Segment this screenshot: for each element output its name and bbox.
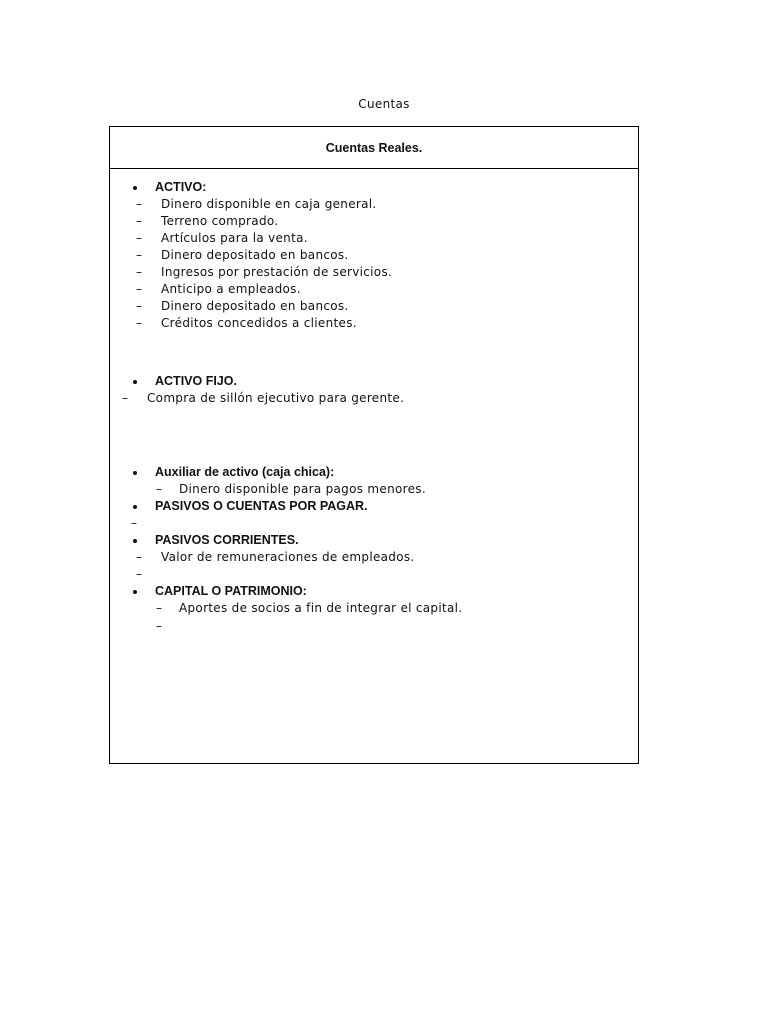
list-item: Compra de sillón ejecutivo para gerente. [147,391,405,405]
list-item: Dinero depositado en bancos. [161,299,349,313]
dash-marker: – [136,197,142,211]
bullet-icon [133,380,137,384]
list-item: Dinero disponible en caja general. [161,197,377,211]
bullet-icon [133,590,137,594]
dash-marker: – [156,601,162,615]
list-item: Créditos concedidos a clientes. [161,316,357,330]
section-heading: ACTIVO FIJO. [155,374,237,388]
section-heading: ACTIVO: [155,180,207,194]
dash-marker: – [156,619,162,633]
section-heading: CAPITAL O PATRIMONIO: [155,584,307,598]
page-title: Cuentas [358,97,410,111]
bullet-icon [133,186,137,190]
bullet-icon [133,505,137,509]
list-item: Ingresos por prestación de servicios. [161,265,393,279]
dash-marker: – [136,214,142,228]
list-item: Artículos para la venta. [161,231,308,245]
dash-marker: – [136,248,142,262]
dash-marker: – [136,550,142,564]
list-item: Anticipo a empleados. [161,282,301,296]
dash-marker: – [136,299,142,313]
list-item: Dinero depositado en bancos. [161,248,349,262]
list-item: Valor de remuneraciones de empleados. [161,550,415,564]
dash-marker: – [136,265,142,279]
dash-marker: – [136,316,142,330]
list-item: Dinero disponible para pagos menores. [179,482,426,496]
list-item: Aportes de socios a fin de integrar el capital. [179,601,463,615]
section-heading: PASIVOS O CUENTAS POR PAGAR. [155,499,368,513]
bullet-icon [133,471,137,475]
table-header: Cuentas Reales. [110,127,638,169]
dash-marker: – [156,482,162,496]
dash-marker: – [136,231,142,245]
dash-marker: – [122,391,128,405]
dash-marker: – [136,282,142,296]
section-heading: Auxiliar de activo (caja chica): [155,465,335,479]
dash-marker: – [131,516,137,530]
dash-marker: – [136,567,142,581]
list-item: Terreno comprado. [161,214,279,228]
section-heading: PASIVOS CORRIENTES. [155,533,299,547]
bullet-icon [133,539,137,543]
